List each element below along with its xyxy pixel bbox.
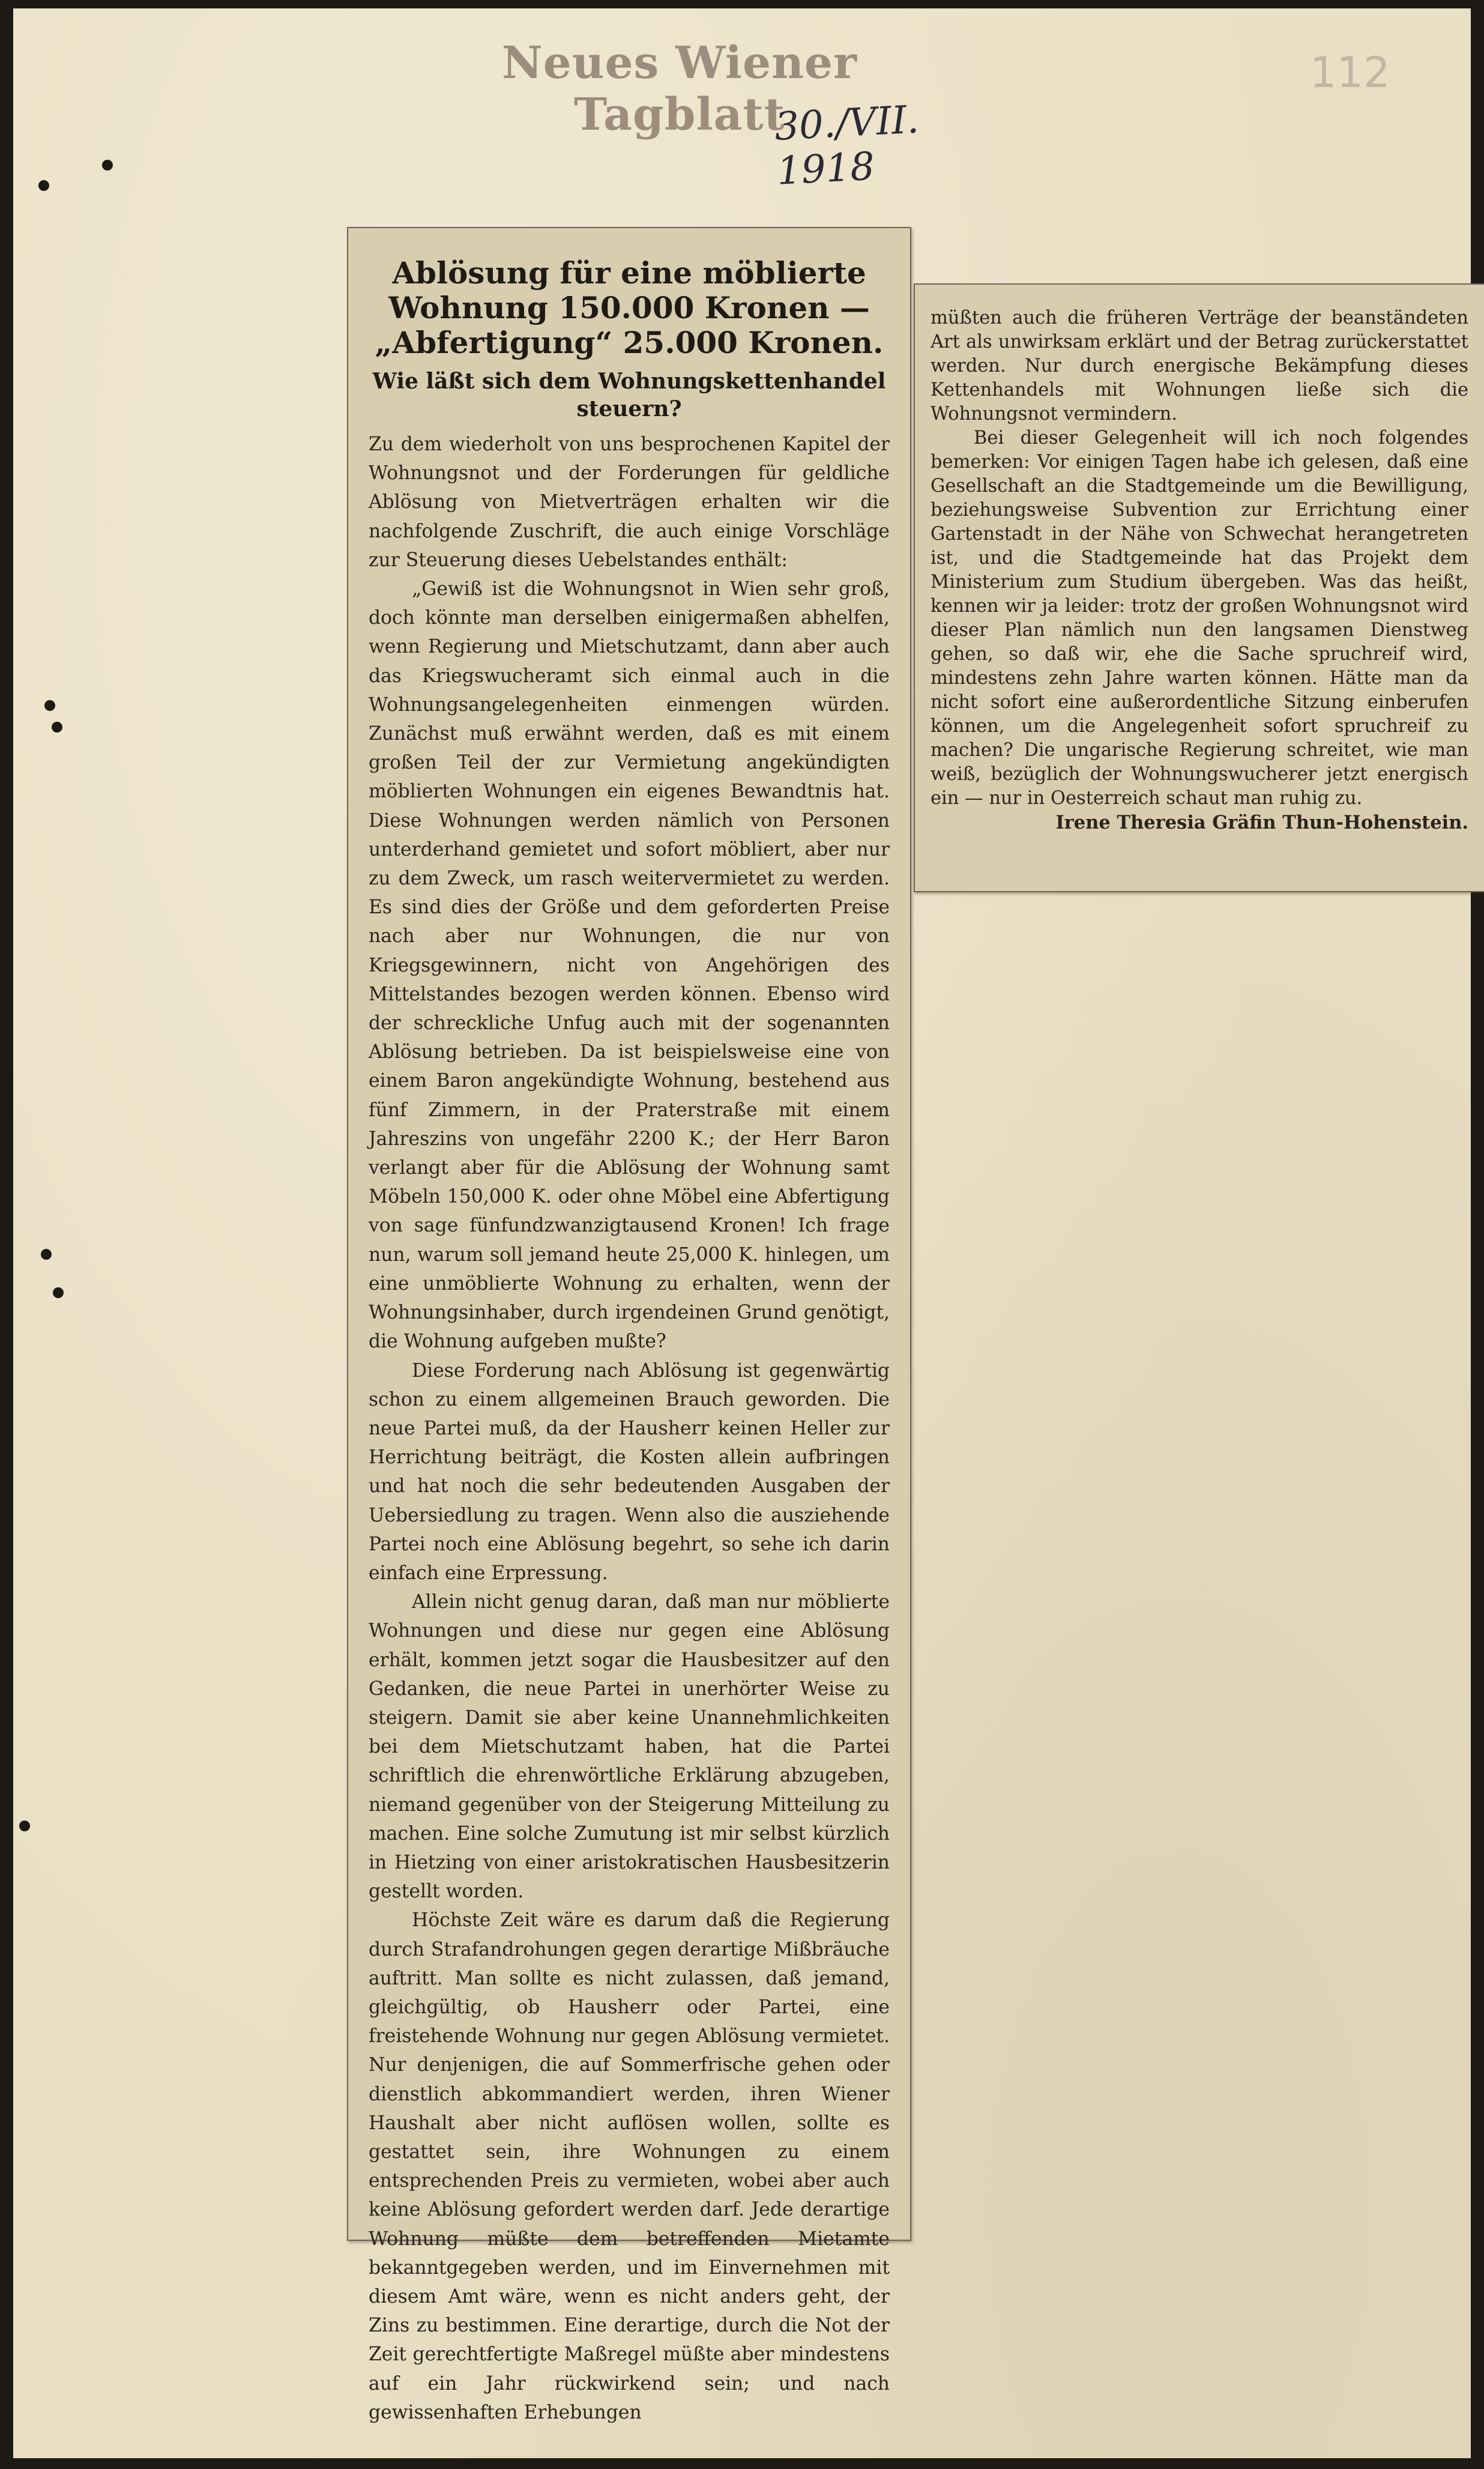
binding-hole [41, 1249, 52, 1260]
continuation-paragraph: Bei dieser Gelegenheit will ich noch folgendes bemerken: Vor einigen Tagen habe ich gelesen, daß eine Gesellschaft an die Stadtgemeinde um die Bewilligung, beziehungsweise Subvention zur Errichtung einer Gartenstadt in der Nähe von Schwechat herangetreten ist, und die Stadtgemeinde hat das Projekt dem Ministerium zum Studium übergeben. Was das heißt, kennen wir ja leider: trotz der großen Wohnungsnot wird dieser Plan nämlich nun den langsamen Dienstweg gehen, so daß wir, ehe die Sache spruchreif wird, mindestens zehn Jahre warten können. Hätte man da nicht sofort eine außerordentliche Sitzung einberufen können, um die Angelegenheit sofort spruchreif zu machen? Die ungarische Regierung schreitet, wie man weiß, bezüglich der Wohnungswucherer jetzt energisch ein — nur in Oesterreich schaut man ruhig zu. [931, 428, 1468, 809]
article-paragraph: Zu dem wiederholt von uns besprochenen Kapitel der Wohnungsnot und der Forderungen für geldliche Ablösung von Mietverträgen erhalten wir die nachfolgende Zuschrift, die auch einige Vorschläge zur Steuerung dieses Uebelstandes enthält: [369, 434, 890, 571]
article-subheadline: Wie läßt sich dem Wohnungskettenhandel steuern? [372, 369, 886, 422]
pencil-page-number: 112 [1310, 48, 1390, 97]
article-paragraph: Höchste Zeit wäre es darum daß die Regierung durch Strafandrohungen gegen derartige Mißbräuche auftritt. Man sollte es nicht zulassen, daß jemand, gleichgültig, ob Hausherr oder Partei, eine freistehende Wohnung nur gegen Ablösung vermietet. Nur denjenigen, die auf Sommerfrische gehen oder dienstlich abkommandiert werden, ihren Wiener Haushalt aber nicht auflösen wollen, sollte es gestattet sein, ihre Wohnungen zu einem entsprechenden Preis zu vermieten, wobei aber auch keine Ablösung gefordert werden darf. Jede derartige Wohnung müßte dem betreffenden Mietamte bekanntgegeben werden, und im Einvernehmen mit diesem Amt wäre, wenn es nicht anders geht, der Zins zu bestimmen. Eine derartige, durch die Not der Zeit gerechtfertigte Maßregel müßte aber mindestens auf ein Jahr rückwirkend sein; und nach gewissenhaften Erhebungen [369, 1909, 890, 2423]
binding-hole [19, 1821, 30, 1831]
article-paragraph: Allein nicht genug daran, daß man nur möblierte Wohnungen und diese nur gegen eine Ablösung erhält, kommen jetzt sogar die Hausbesitzer auf den Gedanken, die neue Partei in unerhörter Weise zu steigern. Damit sie aber keine Unannehmlichkeiten bei dem Mietschutzamt haben, hat die Partei schriftlich die ehrenwörtliche Erklärung abzugeben, niemand gegenüber von der Steigerung Mitteilung zu machen. Eine solche Zumutung ist mir selbst kürzlich in Hietzing von einer aristokratischen Hausbesitzerin gestellt worden. [369, 1591, 890, 1903]
binding-hole [102, 160, 113, 171]
article-headline: Ablösung für eine möblierte Wohnung 150.000 Kronen — „Abfertigung“ 25.000 Kronen. [375, 255, 884, 360]
article-body [369, 430, 890, 2427]
article-paragraph: „Gewiß ist die Wohnungsnot in Wien sehr groß, doch könnte man derselben einigermaßen abhelfen, wenn Regierung und Mietschutzamt, dann aber auch das Kriegswucheramt sich einmal auch in die Wohnungsangelegenheiten einmengen würden. Zunächst muß erwähnt werden, daß es mit einem großen Teil der zur Vermietung angekündigten möblierten Wohnungen ein eigenes Bewandtnis hat. Diese Wohnungen werden nämlich von Personen unterderhand gemietet und sofort möbliert, aber nur zu dem Zweck, um rasch weitervermietet zu werden. Es sind dies der Größe und dem geforderten Preise nach aber nur Wohnungen, die nur von Kriegsgewinnern, nicht von Angehörigen des Mittelstandes bezogen werden können. Ebenso wird der schreckliche Unfug auch mit der sogenannten Ablösung betrieben. Da ist beispielsweise eine von einem Baron angekündigte Wohnung, bestehend aus fünf Zimmern, in der Praterstraße mit einem Jahreszins von ungefähr 2200 K.; der Herr Baron verlangt aber für die Ablösung der Wohnung samt Möbeln 150,000 K. oder ohne Möbel eine Abfertigung von sage fünfundzwanzigtausend Kronen! Ich frage nun, warum soll jemand heute 25,000 K. hinlegen, um eine unmöblierte Wohnung zu erhalten, wenn der Wohnungsinhaber, durch irgendeinen Grund genötigt, die Wohnung aufgeben mußte? [369, 578, 890, 1353]
article-paragraph: Diese Forderung nach Ablösung ist gegenwärtig schon zu einem allgemeinen Brauch geworden. Die neue Partei muß, da der Hausherr keinen Heller zur Herrichtung beiträgt, die Kosten allein aufbringen und hat noch die sehr bedeutenden Ausgaben der Uebersiedlung zu tragen. Wenn also die ausziehende Partei noch eine Ablösung begehrt, so sehe ich darin einfach eine Erpressung. [369, 1359, 890, 1584]
binding-hole [44, 700, 55, 711]
binding-hole [53, 1287, 64, 1298]
continuation-paragraph: müßten auch die früheren Verträge der beanständeten Art als unwirksam erklärt und der Betrag zurückerstattet werden. Nur durch energische Bekämpfung dieses Kettenhandels mit Wohnungen ließe sich die Wohnungsnot vermindern. [931, 307, 1468, 425]
continuation-body [931, 306, 1468, 835]
author-signature: Irene Theresia Gräfin Thun-Hohenstein. [1055, 812, 1468, 833]
handwritten-date: 30./VII. 1918 [773, 97, 920, 194]
newspaper-stamp: Neues Wiener Tagblatt [502, 37, 857, 141]
archive-sheet [13, 8, 1471, 2458]
article-clipping [347, 227, 911, 2423]
binding-hole [52, 722, 62, 733]
continuation-clipping [914, 283, 1484, 892]
binding-hole [38, 180, 49, 191]
